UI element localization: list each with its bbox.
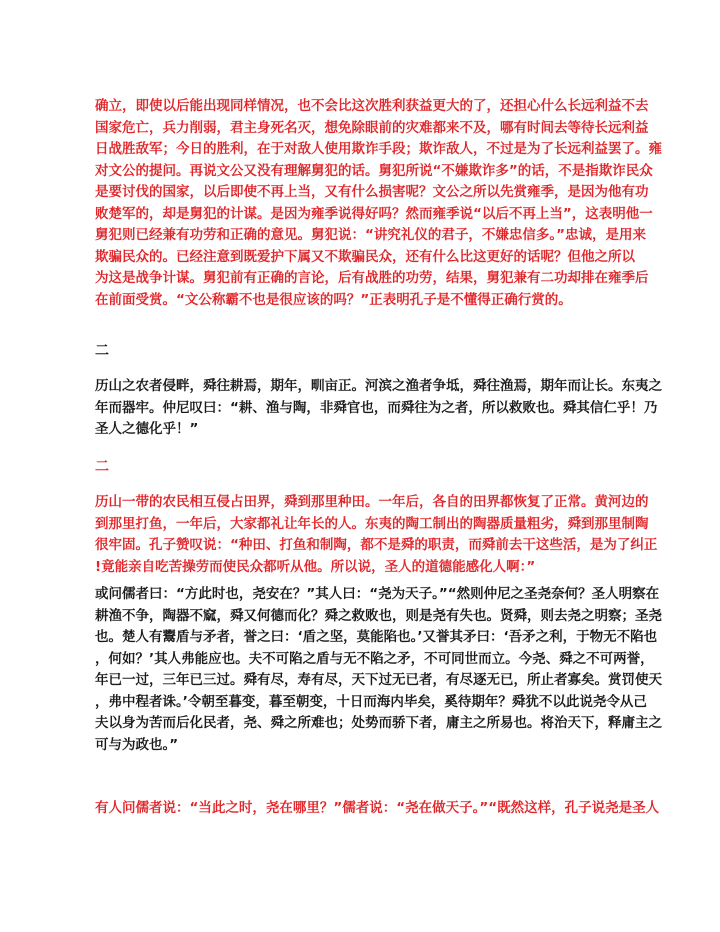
original-text-paragraph bbox=[95, 584, 720, 756]
translation-paragraph bbox=[95, 492, 720, 578]
text-line: 国家危亡，兵力削弱，君主身死名灭，想免除眼前的灾难都来不及，哪有时间去等待长远利益 bbox=[95, 119, 649, 136]
text-line: 是要讨伐的国家，以后即使不再上当，又有什么损害呢？文公之所以先赏雍季，是因为他有功 bbox=[95, 184, 649, 200]
text-line: 也。楚人有鬻盾与矛者，誉之曰：‘盾之坚，莫能陷也。’又誉其矛曰：‘吾矛之利，于物无不陷也 bbox=[95, 629, 658, 645]
translation-paragraph bbox=[95, 96, 720, 311]
text-line: ，何如？’其人弗能应也。夫不可陷之盾与无不陷之矛，不可同世而立。今尧、舜之不可两誉， bbox=[95, 650, 654, 667]
text-line: 舅犯则已经兼有功劳和正确的意见。舅犯说：“讲究礼仪的君子，不嫌忠信多。”忠诚，是用来 bbox=[95, 227, 646, 243]
text-line: 在前面受赏。“文公称霸不也是很应该的吗？”正表明孔子是不懂得正确行赏的。 bbox=[95, 291, 572, 308]
text-line: 欺骗民众的。已经注意到既爱护下属又不欺骗民众，还有什么比这更好的话呢？但他之所以 bbox=[95, 248, 635, 265]
text-line: 到那里打鱼，一年后，大家都礼让年长的人。东夷的陶工制出的陶器质量粗劣，舜到那里制陶 bbox=[95, 515, 649, 532]
text-line: 年而器牢。仲尼叹曰：“耕、渔与陶，非舜官也，而舜往为之者，所以救败也。舜其信仁乎！乃 bbox=[95, 399, 658, 416]
text-line: 可与为政也。” bbox=[95, 736, 179, 753]
text-line: 夫以身为苦而后化民者，尧、舜之所难也；处势而骄下者，庸主之所易也。将治天下，释庸主之 bbox=[95, 715, 662, 731]
text-line: !竟能亲自吃苦操劳而使民众都听从他。所以说，圣人的道德能感化人啊：” bbox=[95, 558, 536, 575]
text-line: 对文公的提问。再说文公又没有理解舅犯的话。舅犯所说“不嫌欺诈多”的话，不是指欺诈民众 bbox=[95, 162, 653, 179]
text-line: 败楚军的，却是舅犯的计谋。是因为雍季说得好吗？然而雍季说“以后不再上当”，这表明他一 bbox=[95, 205, 653, 222]
text-line: 或问儒者曰：“方此时也，尧安在？”其人曰：“尧为天子。”“然则仲尼之圣尧奈何？圣人明察在 bbox=[95, 586, 660, 602]
original-text-paragraph bbox=[95, 376, 720, 441]
text-line: 耕渔不争，陶器不窳，舜又何德而化？舜之救败也，则是尧有失也。贤舜，则去尧之明察；圣尧 bbox=[95, 607, 662, 624]
section-heading: 二 bbox=[95, 459, 109, 475]
text-line: 日战胜敌军；今日的胜利，在于对敌人使用欺诈手段；欺诈敌人，不过是为了长远利益罢了。雍 bbox=[95, 141, 662, 157]
text-line: 历山一带的农民相互侵占田界，舜到那里种田。一年后，各自的田界都恢复了正常。黄河边的 bbox=[95, 494, 649, 510]
section-heading: 二 bbox=[95, 343, 109, 359]
text-line: 确立，即使以后能出现同样情况，也不会比这次胜利获益更大的了，还担心什么长远利益不去 bbox=[95, 98, 649, 114]
text-line: 很牢固。孔子赞叹说：“种田、打鱼和制陶，都不是舜的职责，而舜前去干这些活，是为了纠正 bbox=[95, 537, 658, 553]
text-line: 历山之农者侵畔，舜往耕焉，期年，甽亩正。河滨之渔者争坻，舜往渔焉，期年而让长。东夷之 bbox=[95, 378, 662, 394]
text-line: 为这是战争计谋。舅犯前有正确的言论，后有战胜的功劳，结果，舅犯兼有二功却排在雍季后 bbox=[95, 270, 649, 286]
text-line: 圣人之德化乎！” bbox=[95, 421, 199, 437]
text-line: 年已一过，三年已三过。舜有尽，寿有尽，天下过无已者，有尽逐无已，所止者寡矣。赏罚使天 bbox=[95, 672, 662, 688]
translation-paragraph bbox=[95, 798, 720, 820]
text-line: 有人问儒者说：“当此之时，尧在哪里？”儒者说：“尧在做天子。”“既然这样，孔子说尧是圣人 bbox=[95, 800, 660, 816]
text-line: ，弗中程者诛。’令朝至暮变，暮至朝变，十日而海内毕矣，奚待期年？舜犹不以此说尧令从己 bbox=[95, 693, 647, 710]
